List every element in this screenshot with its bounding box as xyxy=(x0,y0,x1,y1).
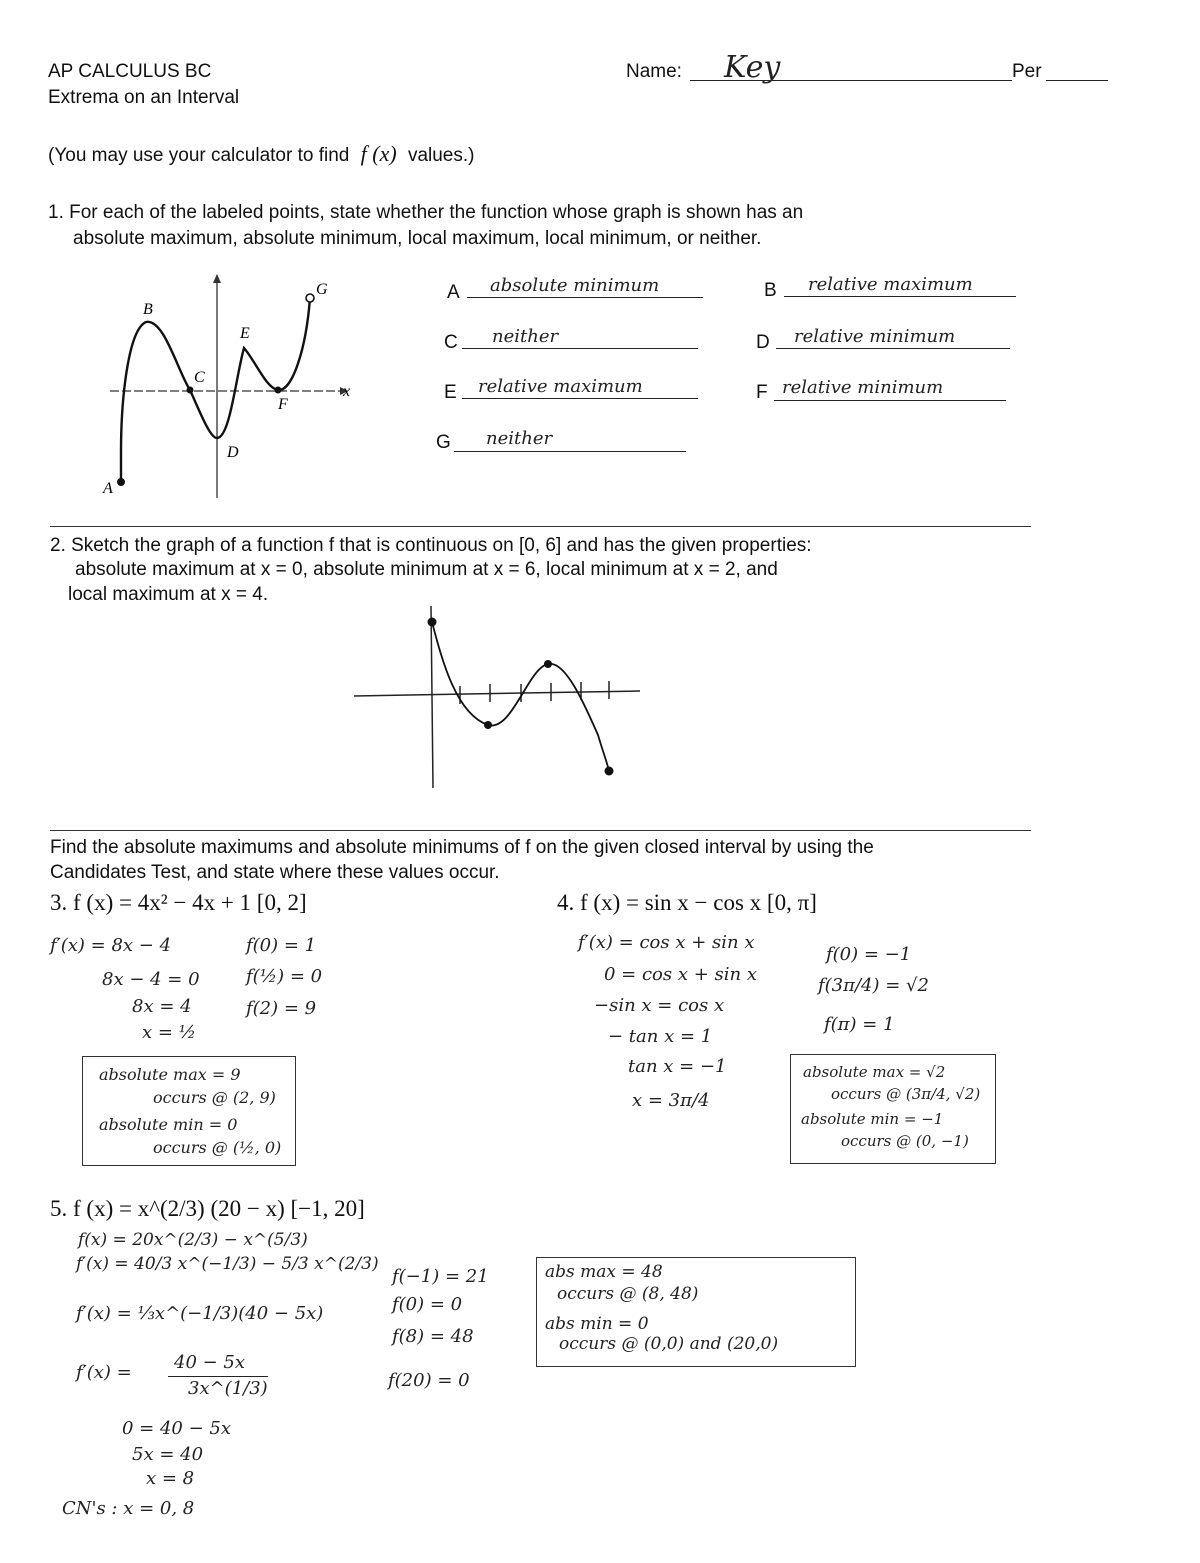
q4-abs-min: absolute min = −1 xyxy=(801,1110,944,1128)
q1-point-a xyxy=(117,478,125,486)
q3-abs-min: absolute min = 0 xyxy=(99,1115,238,1134)
q5-value-2: f(0) = 0 xyxy=(392,1294,463,1315)
calculator-note-fx: f (x) xyxy=(360,141,397,166)
q1-label-b: B xyxy=(143,301,153,318)
q1-answer-g-letter: G xyxy=(436,432,451,453)
q2-point-abs-min xyxy=(605,767,614,776)
q1-label-g: G xyxy=(316,281,328,298)
instructions-line1: Find the absolute maximums and absolute minimums of f on the given closed interval by using the xyxy=(50,837,874,858)
q1-answer-c-line xyxy=(462,348,698,349)
q4-work-tan: − tan x = 1 xyxy=(608,1026,713,1047)
q1-answer-a-letter: A xyxy=(447,282,460,303)
q4-problem: 4. f (x) = sin x − cos x [0, π] xyxy=(557,890,817,915)
q4-value-2: f(3π/4) = √2 xyxy=(818,975,929,996)
q4-work-critical: x = 3π/4 xyxy=(632,1090,710,1111)
q5-abs-max-location: occurs @ (8, 48) xyxy=(557,1284,699,1304)
name-value: Key xyxy=(724,50,781,85)
q1-answer-e-line xyxy=(462,398,698,399)
q3-abs-max: absolute max = 9 xyxy=(99,1065,241,1084)
q1-curve xyxy=(121,298,310,482)
q2-point-local-max xyxy=(544,660,552,668)
q5-work-denominator: 3x^(1/3) xyxy=(188,1378,268,1399)
q5-answer-box xyxy=(536,1257,856,1367)
q5-critical-numbers: CN's : x = 0, 8 xyxy=(62,1498,195,1519)
q3-work-set-zero: 8x − 4 = 0 xyxy=(102,969,200,990)
q1-y-arrow xyxy=(213,274,221,283)
section-divider-1 xyxy=(50,526,1031,527)
per-line xyxy=(1046,80,1108,81)
q5-work-derivative: f′(x) = 40/3 x^(−1/3) − 5/3 x^(2/3) xyxy=(76,1254,379,1274)
q4-work-tan-neg: tan x = −1 xyxy=(628,1056,727,1077)
q5-problem: 5. f (x) = x^(2/3) (20 − x) [−1, 20] xyxy=(50,1196,365,1221)
q4-answer-box xyxy=(790,1054,996,1164)
q5-work-factor: f′(x) = ⅓x^(−1/3)(40 − 5x) xyxy=(76,1303,324,1324)
q1-answer-f-letter: F xyxy=(756,382,768,403)
q1-answer-f: relative minimum xyxy=(782,377,944,398)
q1-answer-b-line xyxy=(784,296,1016,297)
calculator-note-after: values.) xyxy=(407,145,475,166)
per-label: Per xyxy=(1012,61,1042,82)
q1-answer-a: absolute minimum xyxy=(490,275,660,296)
q2-sketch xyxy=(0,0,1,1)
q1-prompt-line1: 1. For each of the labeled points, state whether the function whose graph is shown has an xyxy=(48,202,804,223)
name-label: Name: xyxy=(626,61,682,82)
q2-curve xyxy=(432,622,609,771)
q5-work-solve: 5x = 40 xyxy=(132,1444,204,1465)
q1-label-c: C xyxy=(194,369,205,386)
q1-answer-f-line xyxy=(774,400,1006,401)
q5-abs-min-location: occurs @ (0,0) and (20,0) xyxy=(559,1334,779,1354)
q2-x-axis xyxy=(354,691,640,696)
q1-axis-label-x: x xyxy=(343,383,351,400)
q1-label-e: E xyxy=(240,325,250,342)
q5-abs-min: abs min = 0 xyxy=(545,1314,649,1334)
q3-answer-box xyxy=(82,1056,296,1166)
q1-answer-g: neither xyxy=(486,428,553,449)
q1-label-a: A xyxy=(103,480,113,497)
q4-abs-max: absolute max = √2 xyxy=(803,1063,946,1081)
q4-abs-min-location: occurs @ (0, −1) xyxy=(841,1132,969,1150)
q1-answer-e-letter: E xyxy=(444,382,457,403)
q4-value-3: f(π) = 1 xyxy=(824,1014,895,1035)
q2-prompt-line1: 2. Sketch the graph of a function f that is continuous on [0, 6] and has the given properties: xyxy=(50,535,812,556)
q1-point-g xyxy=(306,294,314,302)
q1-answer-e: relative maximum xyxy=(478,376,643,397)
q3-work-critical: x = ½ xyxy=(142,1022,197,1043)
q5-work-critical: x = 8 xyxy=(146,1468,195,1489)
q3-value-3: f(2) = 9 xyxy=(246,998,317,1019)
q1-answer-d: relative minimum xyxy=(794,326,956,347)
q4-work-set-zero: 0 = cos x + sin x xyxy=(604,964,757,985)
worksheet-topic: Extrema on an Interval xyxy=(48,87,240,108)
q2-prompt-line2: absolute maximum at x = 0, absolute minimum at x = 6, local minimum at x = 2, and xyxy=(75,559,778,580)
q5-value-3: f(8) = 48 xyxy=(392,1326,474,1347)
q1-answer-g-line xyxy=(454,451,686,452)
q5-work-fraction-label: f′(x) = xyxy=(76,1362,132,1383)
q5-abs-max: abs max = 48 xyxy=(545,1262,663,1282)
q3-problem: 3. f (x) = 4x² − 4x + 1 [0, 2] xyxy=(50,890,307,915)
q4-abs-max-location: occurs @ (3π/4, √2) xyxy=(831,1085,981,1103)
q3-value-1: f(0) = 1 xyxy=(246,935,317,956)
q1-point-f xyxy=(275,387,282,394)
q1-prompt-line2: absolute maximum, absolute minimum, local maximum, local minimum, or neither. xyxy=(73,228,762,249)
q5-value-4: f(20) = 0 xyxy=(388,1370,470,1391)
calculator-note-before: (You may use your calculator to find xyxy=(48,145,350,166)
q2-prompt-line3: local maximum at x = 4. xyxy=(68,584,269,605)
q1-answer-a-line xyxy=(467,297,703,298)
q5-value-1: f(−1) = 21 xyxy=(392,1266,489,1287)
q1-answer-c: neither xyxy=(492,326,559,347)
instructions-line2: Candidates Test, and state where these values occur. xyxy=(50,862,500,883)
q1-answer-d-letter: D xyxy=(756,332,770,353)
q1-answer-b: relative maximum xyxy=(808,274,973,295)
q3-work-solve: 8x = 4 xyxy=(132,996,192,1017)
q5-work-numerator: 40 − 5x xyxy=(174,1352,246,1373)
q2-point-local-min xyxy=(484,721,492,729)
q2-point-abs-max xyxy=(428,618,437,627)
q4-work-derivative: f′(x) = cos x + sin x xyxy=(578,932,755,953)
q1-label-f: F xyxy=(278,396,288,413)
q3-abs-max-location: occurs @ (2, 9) xyxy=(153,1088,276,1107)
q1-point-c xyxy=(187,387,194,394)
course-title: AP CALCULUS BC xyxy=(48,61,212,82)
q5-fraction-bar xyxy=(168,1376,268,1377)
q4-value-1: f(0) = −1 xyxy=(826,944,912,965)
q3-work-derivative: f′(x) = 8x − 4 xyxy=(50,935,172,956)
q5-work-set-zero: 0 = 40 − 5x xyxy=(122,1418,232,1439)
q5-work-expand: f(x) = 20x^(2/3) − x^(5/3) xyxy=(78,1230,308,1250)
q1-label-d: D xyxy=(227,444,239,461)
q1-answer-d-line xyxy=(776,348,1010,349)
q4-work-rearrange: −sin x = cos x xyxy=(594,995,725,1016)
q1-answer-c-letter: C xyxy=(444,332,458,353)
section-divider-2 xyxy=(50,830,1031,831)
q3-abs-min-location: occurs @ (½, 0) xyxy=(153,1138,282,1157)
q1-answer-b-letter: B xyxy=(764,280,777,301)
q2-y-axis xyxy=(431,606,433,788)
q3-value-2: f(½) = 0 xyxy=(246,966,323,987)
calculator-note xyxy=(48,142,474,168)
